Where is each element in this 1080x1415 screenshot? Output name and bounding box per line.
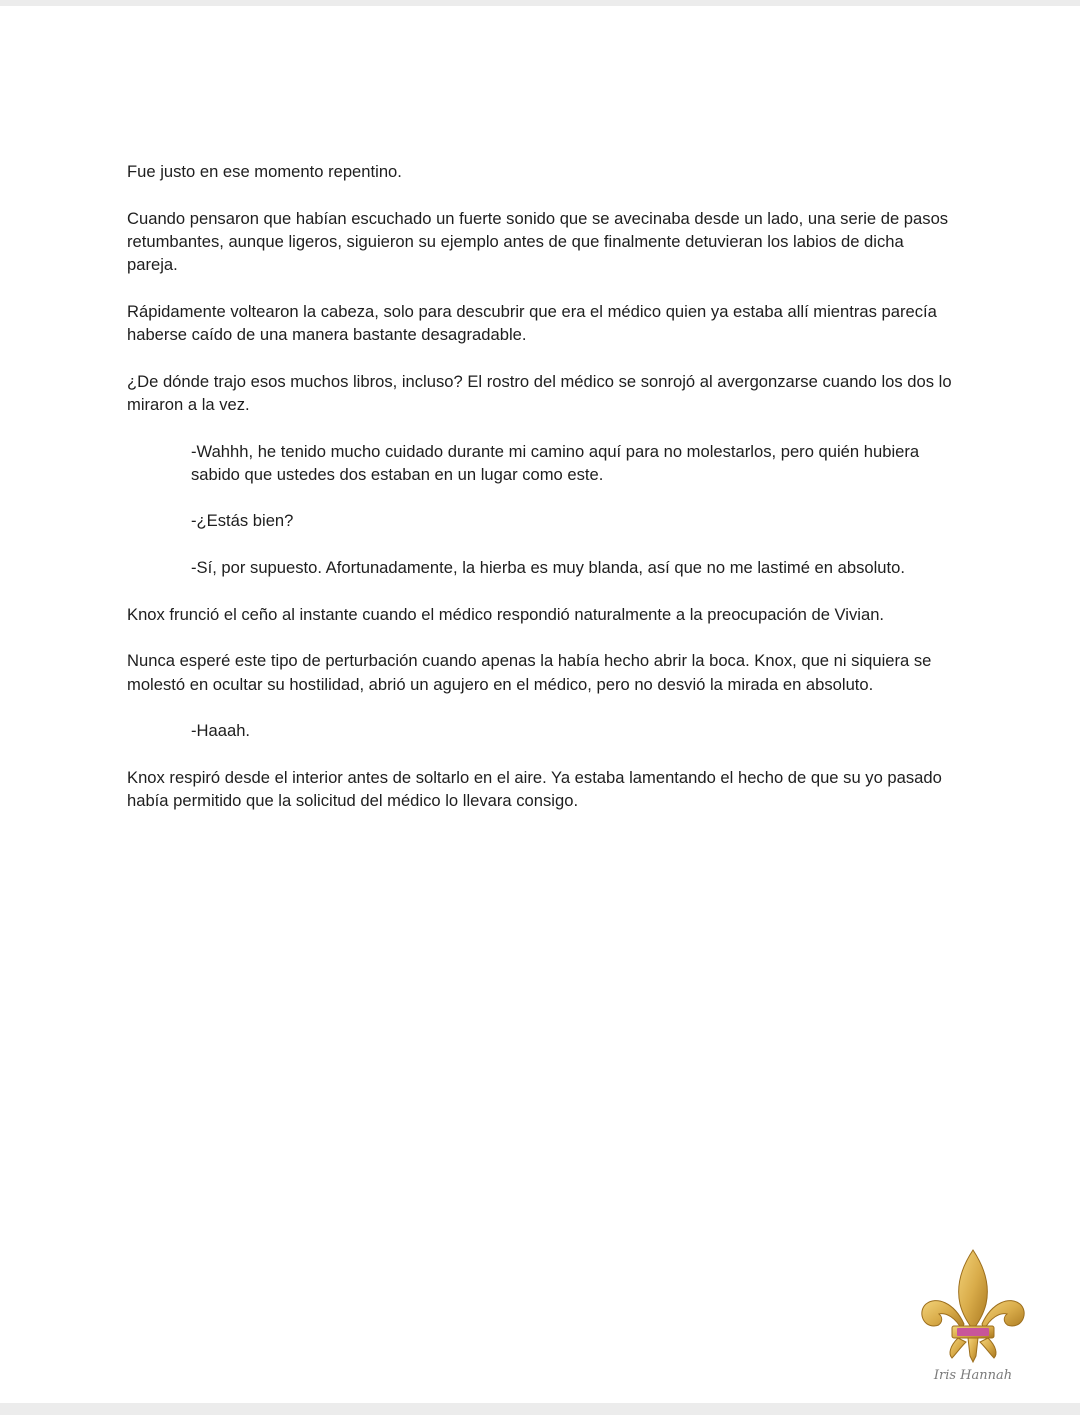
fleur-de-lis-icon: [914, 1246, 1032, 1386]
document-page: [0, 6, 1080, 1403]
paragraph-3: Rápidamente voltearon la cabeza, solo para descubrir que era el médico quien ya estaba allí mientras parecía haberse caído de una manera bastante desagradable.: [127, 301, 937, 345]
paragraph-6: Nunca esperé este tipo de perturbación cuando apenas la había hecho abrir la boca. Knox, que ni siquiera se molestó en ocultar su hostilidad, abrió un agujero en el médico, pero no desvió la mirada en absoluto.: [127, 651, 932, 694]
paragraph-1: Fue justo en ese momento repentino.: [127, 162, 402, 181]
dialogue-2: -¿Estás bien?: [191, 511, 294, 531]
dialogue-3: -Sí, por supuesto. Afortunadamente, la hierba es muy blanda, así que no me lastimé en absoluto.: [191, 558, 905, 578]
paragraph-4: ¿De dónde trajo esos muchos libros, incluso? El rostro del médico se sonrojó al avergonzarse cuando los dos lo miraron a la vez.: [127, 371, 952, 414]
paragraph-7: Knox respiró desde el interior antes de soltarlo en el aire. Ya estaba lamentando el hecho de que su yo pasado había permitido que la solicitud del médico lo llevara consigo.: [127, 767, 942, 811]
paragraph-2: Cuando pensaron que habían escuchado un fuerte sonido que se avecinaba desde un lado, una serie de pasos retumbantes, aunque ligeros, siguieron su ejemplo antes de que finalmente detuvieran los labios de dicha pareja.: [127, 208, 949, 275]
document-body: [127, 160, 957, 836]
dialogue-4: -Haaah.: [191, 721, 251, 741]
signature: Iris Hannah: [933, 1368, 1013, 1383]
paragraph-5: Knox frunció el ceño al instante cuando el médico respondió naturalmente a la preocupación de Vivian.: [127, 604, 885, 624]
dialogue-1: -Wahhh, he tenido mucho cuidado durante mi camino aquí para no molestarlos, pero quién hubiera sabido que ustedes dos estaban en un lugar como este.: [191, 441, 920, 484]
